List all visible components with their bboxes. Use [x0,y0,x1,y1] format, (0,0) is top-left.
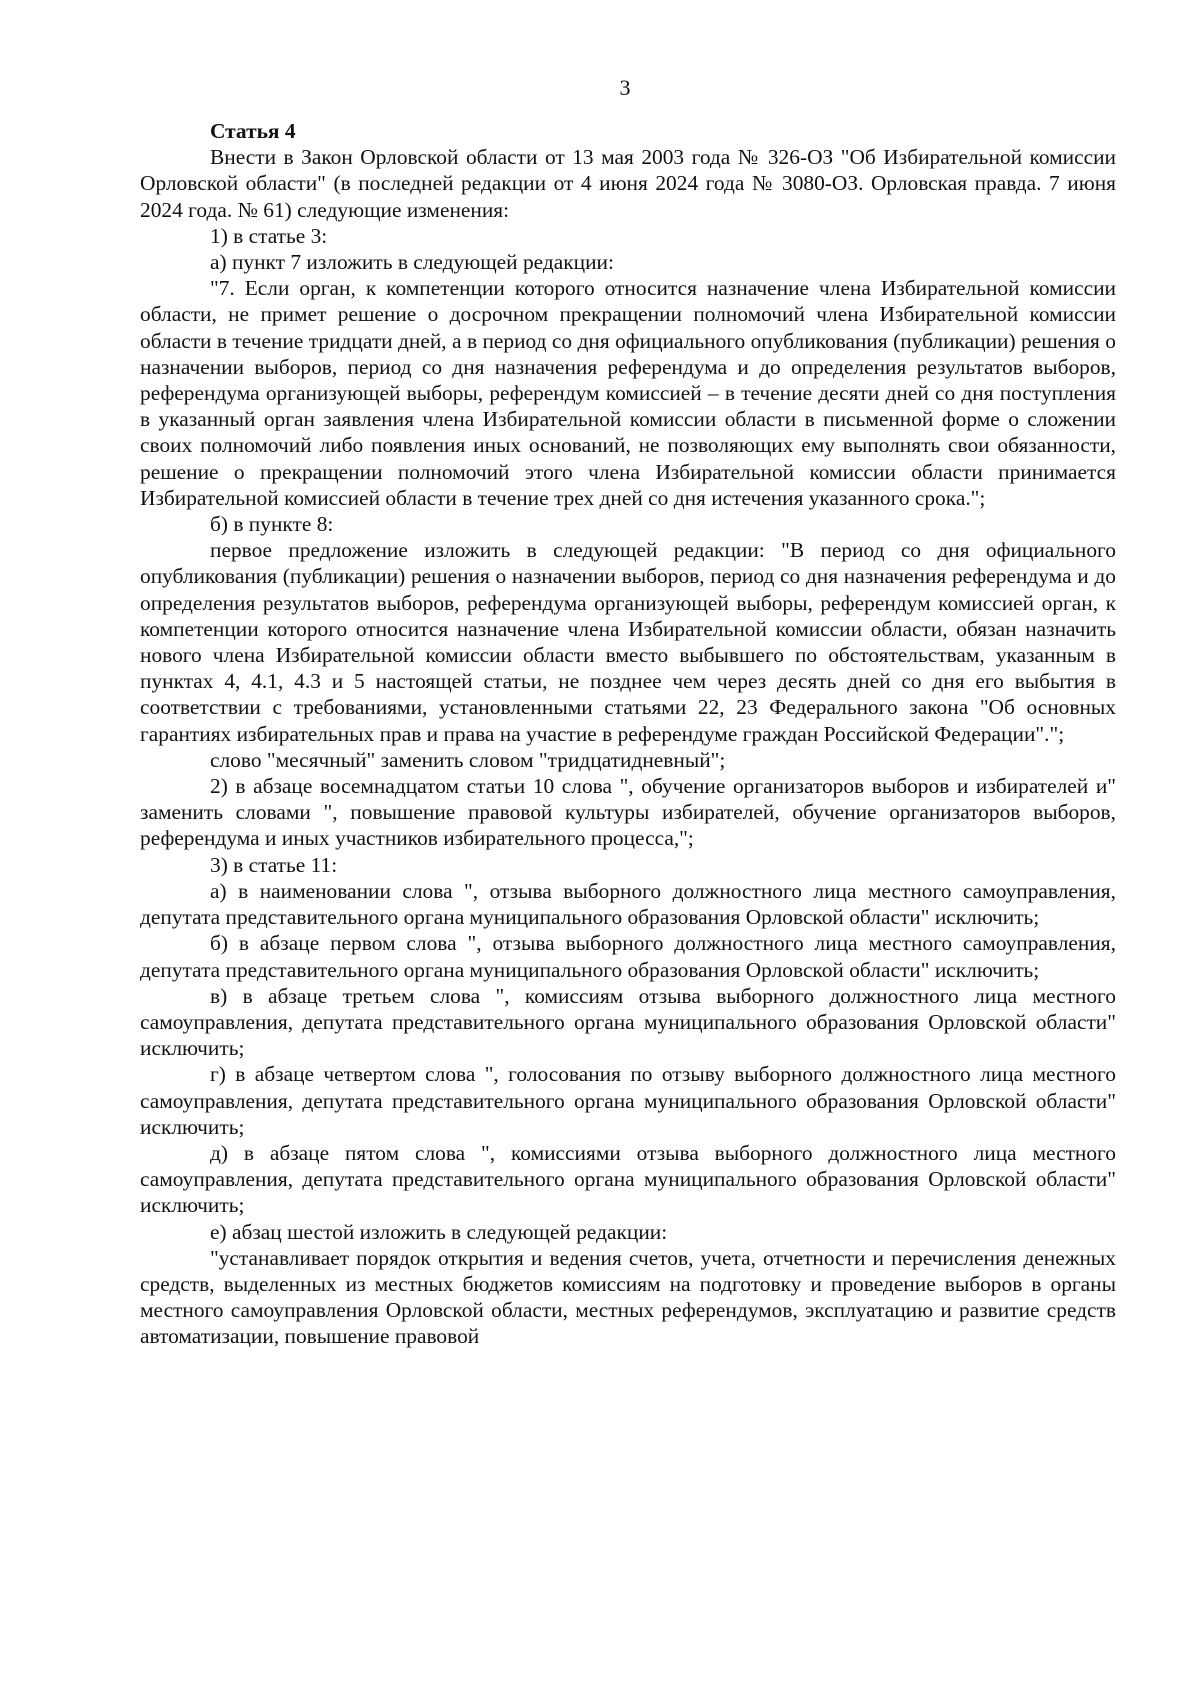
paragraph-item-2: 2) в абзаце восемнадцатом статьи 10 слова ", обучение организаторов выборов и избирателей и" заменить словами ", повышение правовой культуры избирателей, обучение организаторов выборов, референдума и иных участников избирательного процесса,"; [140,774,1116,851]
paragraph-item-3e: е) абзац шестой изложить в следующей редакции: [210,1219,668,1244]
paragraph-item-3v: в) в абзаце третьем слова ", комиссиям отзыва выборного должностного лица местного самоуправления, депутата представительного органа муниципального образования Орловской области" исключить; [140,983,1116,1061]
paragraph-item-3d: д) в абзаце пятом слова ", комиссиями отзыва выборного должностного лица местного самоуправления, депутата представительного органа муниципального образования Орловской области" исключить; [140,1140,1116,1218]
paragraph-item-3b: б) в абзаце первом слова ", отзыва выборного должностного лица местного самоуправления, депутата представительного органа муниципального образования Орловской области" исключить; [140,931,1116,982]
paragraph-item-1: 1) в статье 3: [210,223,328,248]
paragraph-point-7-text: "7. Если орган, к компетенции которого относится назначение члена Избирательной комиссии области, не примет решение о досрочном прекращении полномочий члена Избирательной комиссии области в течение тридцати дней, а в период со дня официального опубликования (публикации) решения о назначении выборов, период со дня назначения референдума и до определения результатов выборов, референдума организующей выборы, референдум комиссией – в течение десяти дней со дня поступления в указанный орган заявления члена Избирательной комиссии области в письменной форме о сложении своих полномочий либо появления иных оснований, не позволяющих ему выполнять свои обязанности, решение о прекращении полномочий этого члена Избирательной комиссии области принимается Избирательной комиссией области в течение трех дней со дня истечения указанного срока."; [140,276,1116,510]
article-heading: Статья 4 [210,119,296,143]
paragraph-item-3g: г) в абзаце четвертом слова ", голосования по отзыву выборного должностного лица местного самоуправления, депутата представительного органа муниципального образования Орловской области" исключить; [140,1062,1116,1139]
paragraph-subitem-a: а) пункт 7 изложить в следующей редакции: [210,250,614,275]
document-body [140,118,1116,1350]
paragraph-subitem-b: б) в пункте 8: [210,512,334,537]
paragraph-intro: Внести в Закон Орловской области от 13 мая 2003 года № 326-ОЗ "Об Избирательной комиссии Орловской области" (в последней редакции от 4 июня 2024 года № 3080-ОЗ. Орловская правда. 7 июня 2024 года. № 61) следующие изменения: [140,145,1116,222]
page-number: 3 [619,75,631,100]
paragraph-word-replace: слово "месячный" заменить словом "тридцатидневный"; [210,747,726,772]
paragraph-item-3: 3) в статье 11: [210,852,338,877]
paragraph-first-sentence: первое предложение изложить в следующей редакции: "В период со дня официального опубликования (публикации) решения о назначении выборов, период со дня назначения референдума и до определения результатов выборов, референдума организующей выборы, референдум комиссией орган, к компетенции которого относится назначение члена Избирательной комиссии области, обязан назначить нового члена Избирательной комиссии области вместо выбывшего по обстоятельствам, указанным в пунктах 4, 4.1, 4.3 и 5 настоящей статьи, не позднее чем через десять дней со дня его выбытия в соответствии с требованиями, установленными статьями 22, 23 Федерального закона "Об основных гарантиях избирательных прав и права на участие в референдуме граждан Российской Федерации"."; [140,538,1116,746]
paragraph-item-3a: а) в наименовании слова ", отзыва выборного должностного лица местного самоуправления, депутата представительного органа муниципального образования Орловской области" исключить; [140,878,1116,930]
paragraph-item-3e-text: "устанавливает порядок открытия и ведения счетов, учета, отчетности и перечисления денежных средств, выделенных из местных бюджетов комиссиям на подготовку и проведение выборов в органы местного самоуправления Орловской области, местных референдумов, эксплуатацию и развитие средств автоматизации, повышение правовой [140,1245,1116,1349]
